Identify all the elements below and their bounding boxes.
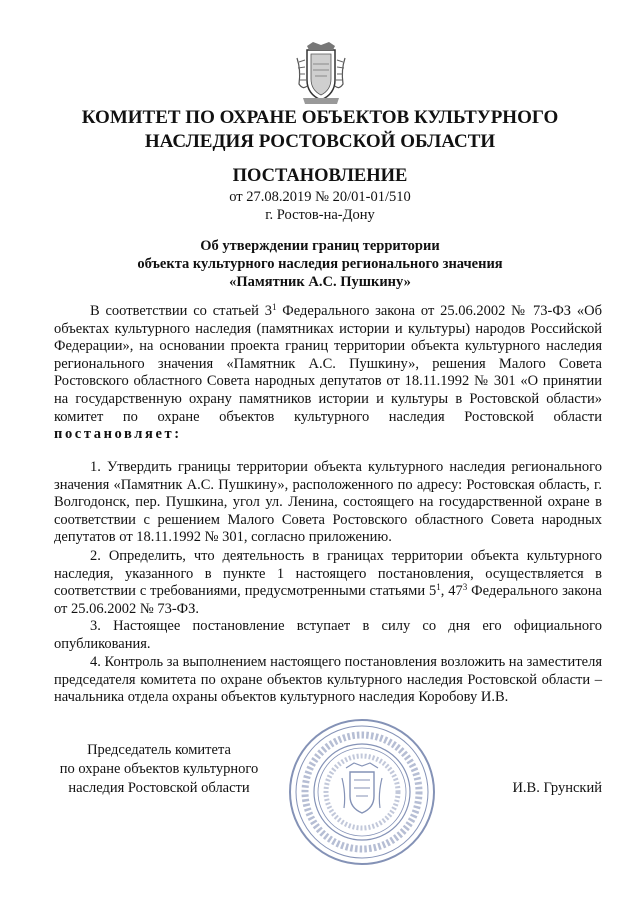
document-date-number: от 27.08.2019 № 20/01-01/510 (229, 189, 411, 205)
signatory-name: И.В. Грунский (512, 780, 602, 796)
item-2-sup-2: 3 (462, 582, 468, 593)
organization-name-line1: КОМИТЕТ ПО ОХРАНЕ ОБЪЕКТОВ КУЛЬТУРНОГО (81, 107, 559, 128)
coat-of-arms-icon (293, 40, 349, 106)
item-4-text: 4. Контроль за выполнением настоящего постановления возложить на заместителя председателя комитета по охране объектов культурного наследия Ростовской области – начальника отдела охраны объектов культурного наследия Коробову И.В. (54, 654, 602, 706)
signatory-position-line1: Председатель комитета (87, 742, 231, 758)
subject-line2: объекта культурного наследия регионального значения (137, 256, 503, 272)
item-1-text: 1. Утвердить границы территории объекта культурного наследия регионального значения «Памятник А.С. Пушкину», расположенного по адресу: Ростовская область, г. Волгодонск, пер. Пушкина, угол ул. Ленина, состоящего на государственной охране в соответствии с решением Малого Совета Ростовского областного Совета народных депутатов от 18.11.1992 № 301, согласно приложению. (54, 459, 602, 546)
document-city: г. Ростов-на-Дону (265, 207, 375, 223)
preamble-sup: 1 (271, 302, 277, 312)
item-1 (54, 459, 602, 547)
item-2-text-c: Федерального закона от 25.06.2002 № 73-ФЗ. (54, 583, 602, 617)
document-type: ПОСТАНОВЛЕНИЕ (232, 166, 408, 186)
organization-name-line2: НАСЛЕДИЯ РОСТОВСКОЙ ОБЛАСТИ (144, 131, 496, 152)
signatory-position (54, 741, 264, 798)
item-2-text-b: , 47 (440, 583, 463, 600)
item-2-text-a: 2. Определить, что деятельность в границах территории объекта культурного наследия, указанного в пункте 1 настоящего постановления, осуществляется в соответствии с требованиями, предусмотренными статьями 5 (54, 548, 602, 600)
item-3 (54, 618, 602, 653)
item-2-sup-1: 1 (436, 582, 441, 593)
item-4 (54, 654, 602, 707)
resolves-word: постановляет: (54, 426, 182, 443)
item-3-text: 3. Настоящее постановление вступает в силу со дня его официального опубликования. (54, 618, 602, 652)
item-2 (54, 548, 602, 618)
official-seal-icon (286, 716, 438, 868)
signatory-position-line3: наследия Ростовской области (68, 780, 250, 796)
subject-line3: «Памятник А.С. Пушкину» (229, 274, 411, 290)
signatory-position-line2: по охране объектов культурного (59, 761, 259, 777)
preamble-text-1: В соответствии со статьей 3 (90, 303, 272, 319)
preamble-text-2: Федерального закона от 25.06.2002 № 73-ФЗ «Об объектах культурного наследия (памятниках истории и культуры) народов Российской Федерации», на основании проекта границ территории объекта культурного наследия регионального значения «Памятник А.С. Пушкину», решения Малого Совета Ростовского областного Совета народных депутатов от 18.11.1992 № 301 «О принятии на государственную охрану памятников истории и культуры в Ростовской области» комитет по охране объектов культурного наследия Ростовской области (54, 303, 602, 425)
preamble-paragraph (54, 303, 602, 444)
subject-line1: Об утверждении границ территории (200, 238, 440, 254)
